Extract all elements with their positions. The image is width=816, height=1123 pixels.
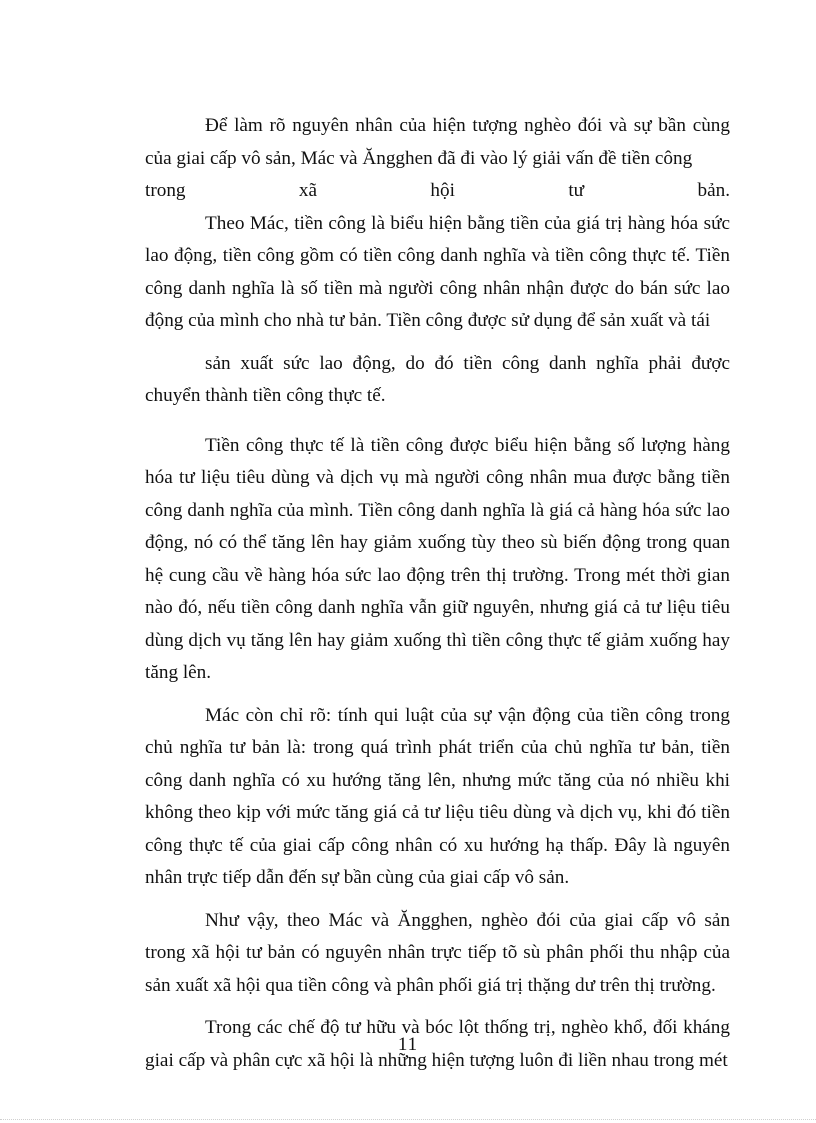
- bottom-divider: [0, 1119, 816, 1120]
- paragraph-6: Như vậy, theo Mác và Ăngghen, nghèo đói của giai cấp vô sản trong xã hội tư bản có nguyên nhân trực tiếp tõ sù phân phối thu nhập của sản xuất xã hội qua tiền công và phân phối giá trị thặng dư trên thị trường.: [145, 909, 730, 996]
- paragraph-3: sản xuất sức lao động, do đó tiền công danh nghĩa phải được chuyển thành tiền công thực tế.: [145, 352, 730, 406]
- paragraph-4: Tiền công thực tế là tiền công được biểu hiện bằng số lượng hàng hóa tư liệu tiêu dùng và dịch vụ mà người công nhân mua được bằng tiền công danh nghĩa của mình. Tiền công danh nghĩa là giá cả hàng hóa sức lao động, nó có thể tăng lên hay giảm xuống tùy theo sù biến động trong quan hệ cung cầu về hàng hóa sức lao động trên thị trường. Trong mét thời gian nào đó, nếu tiền công danh nghĩa vẫn giữ nguyên, nhưng giá cả tư liệu tiêu dùng dịch vụ tăng lên hay giảm xuống thì tiền công thực tế giảm xuống hay tăng lên.: [145, 434, 730, 683]
- paragraph-7: Trong các chế độ tư hữu và bóc lột thống trị, nghèo khổ, đối kháng giai cấp và phân cực xã hội là những hiện tượng luôn đi liền nhau trong mét: [145, 1017, 730, 1071]
- paragraph-1: [145, 110, 730, 208]
- paragraph-2: Theo Mác, tiền công là biểu hiện bằng tiền của giá trị hàng hóa sức lao động, tiền công gồm có tiền công danh nghĩa và tiền công thực tế. Tiền công danh nghĩa là số tiền mà người công nhân nhận được do bán sức lao động của mình cho nhà tư bản. Tiền công được sử dụng để sản xuất và tái: [145, 212, 730, 331]
- paragraph-5: Mác còn chỉ rõ: tính qui luật của sự vận động của tiền công trong chủ nghĩa tư bản là: trong quá trình phát triển của chủ nghĩa tư bản, tiền công danh nghĩa có xu hướng tăng lên, nhưng mức tăng của nó nhiều khi không theo kịp với mức tăng giá cả tư liệu tiêu dùng và dịch vụ, khi đó tiền công thực tế của giai cấp công nhân có xu hướng hạ thấp. Đây là nguyên nhân trực tiếp dẫn đến sự bần cùng của giai cấp vô sản.: [145, 704, 730, 888]
- page-number: 11: [397, 1034, 419, 1055]
- paragraph-1-last-line: trong xã hội tư bản.: [145, 180, 730, 201]
- body-text: [145, 110, 730, 1087]
- paragraph-1-text: Để làm rõ nguyên nhân của hiện tượng nghèo đói và sự bần cùng của giai cấp vô sản, Mác và Ăngghen đã đi vào lý giải vấn đề tiền công: [145, 115, 730, 169]
